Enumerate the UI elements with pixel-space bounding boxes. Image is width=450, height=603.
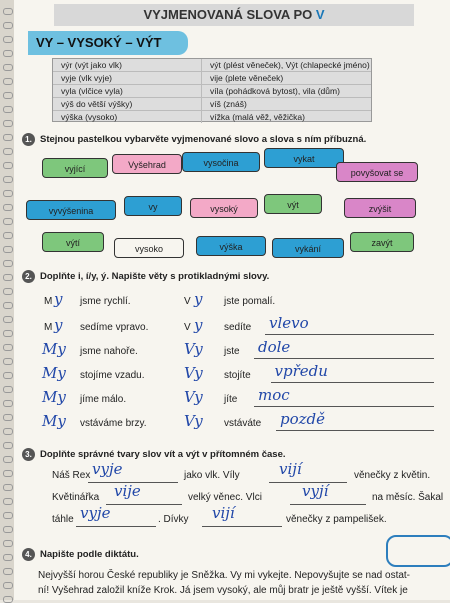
domino-word: výška — [219, 242, 243, 252]
spiral-ring — [3, 190, 13, 197]
spiral-ring — [3, 554, 13, 561]
domino-card — [336, 162, 418, 182]
handwritten-letter: My — [42, 364, 66, 382]
spiral-ring — [3, 64, 13, 71]
domino-card — [114, 238, 184, 258]
domino-word: výt — [287, 200, 299, 210]
answer-line — [276, 430, 434, 431]
spiral-ring — [3, 218, 13, 225]
domino-card — [190, 198, 258, 218]
sentence-text: jíte — [224, 394, 238, 405]
sentence-text: Květinářka — [52, 492, 100, 503]
spiral-ring — [3, 582, 13, 589]
domino-word: vysoký — [210, 204, 238, 214]
task-instruction: Napište podle diktátu. — [40, 549, 139, 560]
sentence-text: stojíme vzadu. — [80, 370, 145, 381]
spiral-ring — [3, 372, 13, 379]
domino-word: vykání — [294, 244, 321, 254]
answer-line — [254, 358, 434, 359]
handwritten-letter: y — [194, 316, 203, 334]
spiral-ring — [3, 78, 13, 85]
domino-card — [182, 152, 260, 172]
spiral-ring — [3, 288, 13, 295]
row-prefix: M — [44, 322, 53, 333]
spiral-ring — [3, 274, 13, 281]
sentence-text: . Dívky — [158, 514, 189, 525]
spiral-ring — [3, 204, 13, 211]
spiral-ring — [3, 330, 13, 337]
answer-line — [290, 504, 366, 505]
spiral-ring — [3, 232, 13, 239]
handwritten-answer: moc — [258, 386, 290, 404]
row-prefix: V — [184, 322, 191, 333]
sentence-text: jako vlk. Víly — [184, 470, 240, 481]
domino-word: povyšovat se — [350, 168, 404, 178]
handwritten-letter: y — [54, 290, 63, 308]
handwritten-answer: vijí — [279, 460, 302, 478]
domino-card — [264, 194, 322, 214]
answer-line — [106, 504, 182, 505]
spiral-ring — [3, 134, 13, 141]
sentence-text: táhle — [52, 514, 74, 525]
domino-card — [112, 154, 182, 174]
answer-line — [254, 406, 434, 407]
table-row: vyla (vlčice vyla) víla (pohádková bytost), vila (dům) — [53, 85, 371, 98]
task-number: 1. — [22, 133, 35, 146]
spiral-ring — [3, 386, 13, 393]
task-instruction: Stejnou pastelkou vybarvěte vyjmenované slovo a slova s ním příbuzná. — [40, 134, 367, 145]
sentence-text: velký věnec. Vlci — [188, 492, 262, 503]
sentence-text: jste — [224, 346, 240, 357]
sentence-text: sedíte — [224, 322, 252, 333]
domino-word: zvýšit — [368, 204, 392, 214]
spiral-ring — [3, 512, 13, 519]
handwritten-answer: vyje — [80, 504, 111, 522]
domino-word: vyvýšenina — [48, 206, 94, 216]
spiral-ring — [3, 414, 13, 421]
handwritten-letter: y — [194, 290, 203, 308]
task-instruction: Doplňte i, í/y, ý. Napište věty s protikladnými slovy. — [40, 271, 270, 282]
domino-card — [350, 232, 414, 252]
domino-word: zavýt — [371, 238, 393, 248]
spiral-ring — [3, 316, 13, 323]
handwritten-answer: vijí — [212, 504, 235, 522]
spiral-ring — [3, 442, 13, 449]
spiral-ring — [3, 526, 13, 533]
sentence-text: věnečky z květin. — [354, 470, 431, 481]
sentence-text: věnečky z pampelišek. — [286, 514, 387, 525]
sentence-text: stojíte — [224, 370, 251, 381]
domino-word: vy — [148, 202, 158, 212]
sentence-text: vstáváme brzy. — [80, 418, 147, 429]
domino-card — [124, 196, 182, 216]
sentence-text: jsme rychlí. — [80, 296, 131, 307]
spiral-ring — [3, 162, 13, 169]
domino-word: vyjící — [64, 164, 86, 174]
dictation-line: ní! Vyšehrad založil kníže Krok. Já jsem vysoký, ale můj bratr je ještě vyšší. Vítek je — [38, 585, 408, 596]
domino-card — [26, 200, 116, 220]
spiral-ring — [3, 8, 13, 15]
handwritten-letter: Vy — [184, 388, 203, 406]
domino-word: výtí — [65, 238, 80, 248]
domino-card — [196, 236, 266, 256]
spiral-ring — [3, 302, 13, 309]
domino-word: vykat — [293, 154, 315, 164]
spiral-ring — [3, 568, 13, 575]
sentence-text: na měsíc. Šakal — [372, 492, 444, 503]
word-table — [52, 58, 372, 122]
handwritten-answer: vlevo — [269, 314, 309, 332]
spiral-ring — [3, 106, 13, 113]
decorative-frame — [386, 535, 450, 567]
spiral-ring — [3, 484, 13, 491]
sentence-text: jsme nahoře. — [80, 346, 138, 357]
page-title: VYJMENOVANÁ SLOVA PO V — [54, 4, 414, 26]
spiral-ring — [3, 50, 13, 57]
spiral-ring — [3, 470, 13, 477]
domino-card — [264, 148, 344, 168]
spiral-ring — [3, 498, 13, 505]
spiral-ring — [3, 428, 13, 435]
domino-card — [272, 238, 344, 258]
spiral-ring — [3, 344, 13, 351]
handwritten-letter: y — [54, 316, 63, 334]
handwritten-answer: vije — [114, 482, 141, 500]
handwritten-letter: My — [42, 340, 66, 358]
sentence-text: jíme málo. — [80, 394, 127, 405]
task-instruction: Doplňte správné tvary slov vít a výt v přítomném čase. — [40, 449, 286, 460]
domino-word: vysoko — [134, 244, 163, 254]
spiral-ring — [3, 120, 13, 127]
domino-word: vysočina — [203, 158, 239, 168]
handwritten-letter: Vy — [184, 412, 203, 430]
domino-card — [344, 198, 416, 218]
spiral-ring — [3, 246, 13, 253]
sentence-text: jste pomalí. — [224, 296, 276, 307]
handwritten-answer: pozdě — [280, 410, 326, 428]
answer-line — [76, 526, 156, 527]
domino-word: Vyšehrad — [128, 160, 166, 170]
task-number: 4. — [22, 548, 35, 561]
domino-card — [42, 158, 108, 178]
spiral-ring — [3, 400, 13, 407]
table-row: výška (vysoko) vížka (malá věž, věžička) — [53, 111, 371, 123]
handwritten-letter: My — [42, 412, 66, 430]
answer-line — [202, 526, 282, 527]
answer-line — [265, 334, 434, 335]
handwritten-letter: Vy — [184, 340, 203, 358]
domino-card — [42, 232, 104, 252]
spiral-binding — [0, 0, 14, 600]
task-number: 2. — [22, 270, 35, 283]
spiral-ring — [3, 176, 13, 183]
spiral-ring — [3, 92, 13, 99]
handwritten-answer: vyjí — [302, 482, 329, 500]
handwritten-letter: Vy — [184, 364, 203, 382]
table-row: vyje (vlk vyje) vije (plete věneček) — [53, 72, 371, 85]
spiral-ring — [3, 260, 13, 267]
table-row: výš do větší výšky) víš (znáš) — [53, 98, 371, 111]
spiral-ring — [3, 540, 13, 547]
sentence-text: vstáváte — [224, 418, 262, 429]
row-prefix: V — [184, 296, 191, 307]
dictation-line: Nejvyšší horou České republiky je Sněžka. Vy mi vykejte. Nepovyšujte se nad ostat- — [38, 570, 411, 581]
row-prefix: M — [44, 296, 53, 307]
spiral-ring — [3, 358, 13, 365]
sentence-text: sedíme vpravo. — [80, 322, 149, 333]
handwritten-answer: dole — [258, 338, 291, 356]
word-group-title: VY – VYSOKÝ – VÝT — [28, 31, 188, 55]
handwritten-answer: vpředu — [274, 362, 328, 380]
spiral-ring — [3, 22, 13, 29]
spiral-ring — [3, 148, 13, 155]
handwritten-answer: vyje — [92, 460, 123, 478]
workbook-page — [14, 0, 450, 600]
spiral-ring — [3, 36, 13, 43]
table-row: výr (výt jako vlk) výt (plést věneček), Výt (chlapecké jméno) — [53, 59, 371, 72]
spiral-ring — [3, 456, 13, 463]
task-number: 3. — [22, 448, 35, 461]
answer-line — [271, 382, 435, 383]
handwritten-letter: My — [42, 388, 66, 406]
sentence-text: Náš Rex — [52, 470, 91, 481]
